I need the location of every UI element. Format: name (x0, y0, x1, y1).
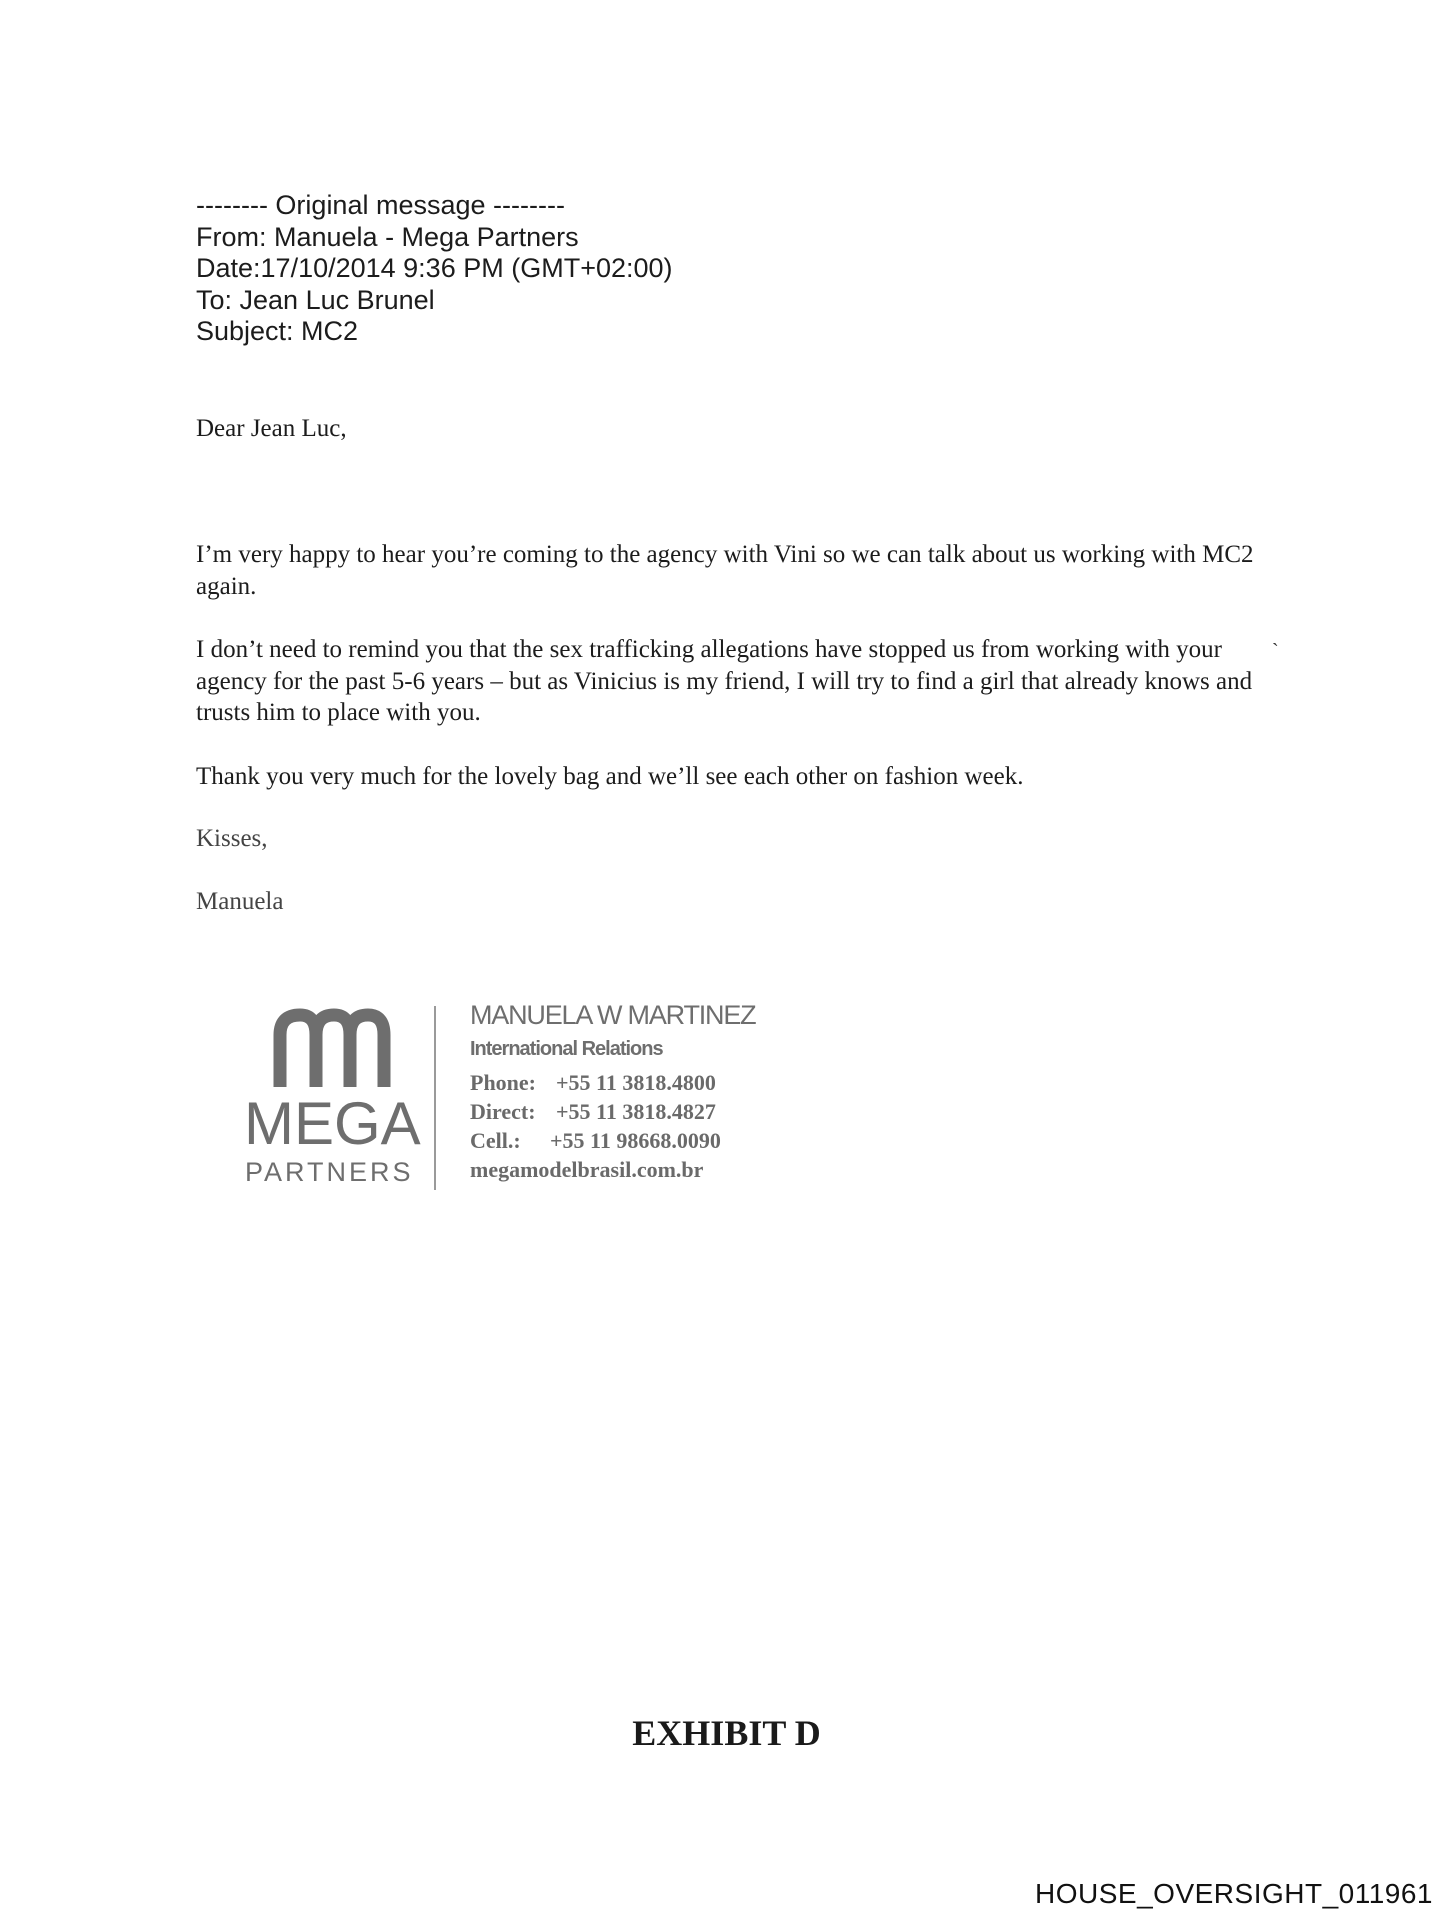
signature-contact (470, 1068, 721, 1184)
from-line: From: Manuela - Mega Partners (196, 221, 579, 252)
direct-value: +55 11 3818.4827 (556, 1099, 716, 1124)
logo-wordmark: MEGA (244, 1090, 421, 1157)
website-row (470, 1155, 721, 1184)
body-paragraph-1: I’m very happy to hear you’re coming to the agency with Vini so we can talk about us working with MC2 again. (196, 541, 1254, 600)
logo-subtitle: PARTNERS (245, 1157, 414, 1187)
signature-name: MANUELA W MARTINEZ (470, 1000, 756, 1030)
body-paragraph-2: I don’t need to remind you that the sex trafficking allegations have stopped us from working with your agency for the past 5-6 years – but as Vinicius is my friend, I will try to find a girl that already knows and trusts him to place with you. (196, 636, 1253, 726)
date-line: Date:17/10/2014 9:36 PM (GMT+02:00) (196, 253, 673, 283)
bates-number: HOUSE_OVERSIGHT_011961 (1035, 1878, 1433, 1909)
subject-line: Subject: MC2 (196, 316, 359, 346)
body-paragraph-3: Thank you very much for the lovely bag and we’ll see each other on fashion week. (196, 763, 1024, 790)
mega-partners-logo-icon (272, 1005, 392, 1087)
cell-value: +55 11 98668.0090 (550, 1128, 721, 1153)
signature-role: International Relations (470, 1038, 663, 1060)
to-line: To: Jean Luc Brunel (196, 284, 435, 315)
original-message-line: -------- Original message -------- (196, 190, 565, 220)
email-header (196, 190, 673, 348)
direct-label: Direct: (470, 1099, 536, 1124)
signature-divider (434, 1006, 436, 1190)
signer-name: Manuela (196, 888, 284, 915)
email-signature (240, 1000, 780, 1200)
closing: Kisses, (196, 825, 268, 852)
phone-label: Phone: (470, 1070, 536, 1095)
cell-label: Cell.: (470, 1128, 521, 1153)
exhibit-label: EXHIBIT D (632, 1713, 821, 1753)
direct-row (470, 1097, 721, 1126)
stray-mark: ` (1272, 640, 1279, 662)
website: megamodelbrasil.com.br (470, 1157, 704, 1182)
salutation: Dear Jean Luc, (196, 415, 347, 442)
phone-row (470, 1068, 721, 1097)
cell-row (470, 1126, 721, 1155)
phone-value: +55 11 3818.4800 (556, 1070, 716, 1095)
